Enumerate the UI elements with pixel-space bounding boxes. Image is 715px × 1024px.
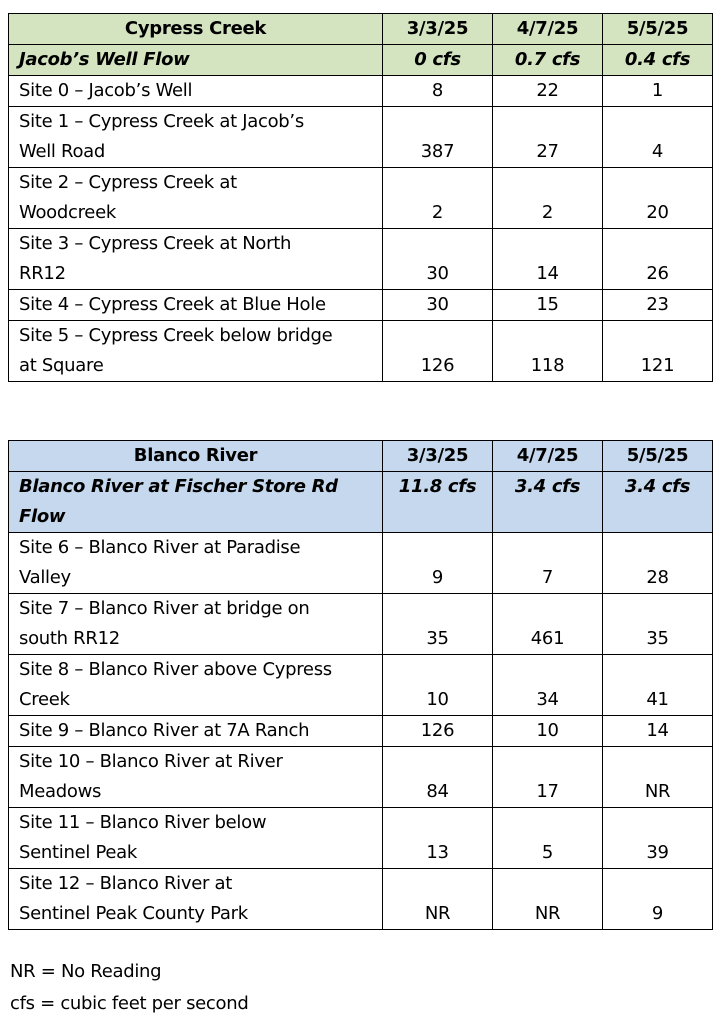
site-name-line: Site 11 – Blanco River below [19, 812, 267, 833]
reading-value: 35 [603, 594, 713, 655]
table-header-row [9, 14, 713, 45]
reading-value: 14 [493, 229, 603, 290]
cypress-creek-table [8, 13, 713, 382]
table-row [9, 321, 713, 382]
reading-value: 27 [493, 107, 603, 168]
flow-row [9, 472, 713, 533]
table-row [9, 747, 713, 808]
table-row [9, 808, 713, 869]
blanco-river-table [8, 440, 713, 930]
date-header: 3/3/25 [383, 14, 493, 45]
table-row [9, 107, 713, 168]
reading-value: 9 [603, 869, 713, 930]
flow-label-line: Blanco River at Fischer Store Rd [19, 476, 338, 497]
site-name-line: Site 4 – Cypress Creek at Blue Hole [19, 294, 326, 315]
flow-value: 0.4 cfs [603, 45, 713, 76]
site-name-line: Site 7 – Blanco River at bridge on [19, 598, 310, 619]
site-name [9, 76, 383, 107]
site-name-line: Sentinel Peak County Park [19, 903, 248, 924]
flow-row [9, 45, 713, 76]
site-name [9, 594, 383, 655]
reading-value: 1 [603, 76, 713, 107]
reading-value: 34 [493, 655, 603, 716]
reading-value: 26 [603, 229, 713, 290]
site-name [9, 869, 383, 930]
reading-value: 23 [603, 290, 713, 321]
table-row [9, 168, 713, 229]
footnote-cfs: cfs = cubic feet per second [10, 993, 249, 1014]
site-name [9, 168, 383, 229]
flow-value: 0 cfs [383, 45, 493, 76]
date-header: 4/7/25 [493, 441, 603, 472]
reading-value: 84 [383, 747, 493, 808]
site-name-line: Site 10 – Blanco River at River [19, 751, 283, 772]
reading-value: 41 [603, 655, 713, 716]
reading-value: 20 [603, 168, 713, 229]
reading-value: 121 [603, 321, 713, 382]
section-title: Cypress Creek [9, 14, 383, 45]
table-row [9, 76, 713, 107]
reading-value: 126 [383, 716, 493, 747]
table-row [9, 229, 713, 290]
reading-value: 39 [603, 808, 713, 869]
date-header: 5/5/25 [603, 14, 713, 45]
reading-value: 118 [493, 321, 603, 382]
site-name-line: RR12 [19, 263, 66, 284]
reading-value: 10 [493, 716, 603, 747]
site-name [9, 229, 383, 290]
flow-label: Jacob’s Well Flow [9, 45, 383, 76]
flow-value: 3.4 cfs [493, 472, 603, 533]
reading-value: 5 [493, 808, 603, 869]
reading-value: 30 [383, 290, 493, 321]
section-title: Blanco River [9, 441, 383, 472]
table-row [9, 290, 713, 321]
reading-value: 35 [383, 594, 493, 655]
reading-value: 461 [493, 594, 603, 655]
reading-value: 10 [383, 655, 493, 716]
site-name-line: Sentinel Peak [19, 842, 138, 863]
site-name [9, 533, 383, 594]
reading-value: 2 [383, 168, 493, 229]
flow-label-line: Flow [19, 506, 66, 527]
reading-value: NR [603, 747, 713, 808]
site-name-line: Site 3 – Cypress Creek at North [19, 233, 292, 254]
table-row [9, 533, 713, 594]
date-header: 3/3/25 [383, 441, 493, 472]
reading-value: NR [383, 869, 493, 930]
flow-label [9, 472, 383, 533]
reading-value: 126 [383, 321, 493, 382]
flow-value: 3.4 cfs [603, 472, 713, 533]
table-header-row [9, 441, 713, 472]
table-row [9, 594, 713, 655]
site-name-line: Site 12 – Blanco River at [19, 873, 232, 894]
site-name-line: Site 8 – Blanco River above Cypress [19, 659, 332, 680]
reading-value: 15 [493, 290, 603, 321]
site-name [9, 107, 383, 168]
table-row [9, 655, 713, 716]
reading-value: NR [493, 869, 603, 930]
reading-value: 30 [383, 229, 493, 290]
flow-value: 11.8 cfs [383, 472, 493, 533]
reading-value: 4 [603, 107, 713, 168]
site-name [9, 655, 383, 716]
site-name-line: Site 6 – Blanco River at Paradise [19, 537, 301, 558]
reading-value: 387 [383, 107, 493, 168]
date-header: 4/7/25 [493, 14, 603, 45]
reading-value: 7 [493, 533, 603, 594]
site-name [9, 808, 383, 869]
site-name-line: Site 2 – Cypress Creek at [19, 172, 237, 193]
site-name-line: Meadows [19, 781, 102, 802]
site-name-line: Site 1 – Cypress Creek at Jacob’s [19, 111, 304, 132]
site-name-line: at Square [19, 355, 104, 376]
reading-value: 13 [383, 808, 493, 869]
reading-value: 2 [493, 168, 603, 229]
reading-value: 28 [603, 533, 713, 594]
site-name [9, 321, 383, 382]
site-name [9, 747, 383, 808]
reading-value: 9 [383, 533, 493, 594]
reading-value: 17 [493, 747, 603, 808]
reading-value: 14 [603, 716, 713, 747]
site-name-line: Site 9 – Blanco River at 7A Ranch [19, 720, 310, 741]
footnote-nr: NR = No Reading [10, 961, 162, 982]
site-name-line: Well Road [19, 141, 106, 162]
footnotes [10, 956, 248, 1020]
site-name-line: Woodcreek [19, 202, 116, 223]
flow-value: 0.7 cfs [493, 45, 603, 76]
reading-value: 22 [493, 76, 603, 107]
date-header: 5/5/25 [603, 441, 713, 472]
reading-value: 8 [383, 76, 493, 107]
site-name-line: south RR12 [19, 628, 120, 649]
site-name [9, 290, 383, 321]
site-name-line: Site 5 – Cypress Creek below bridge [19, 325, 333, 346]
site-name [9, 716, 383, 747]
site-name-line: Site 0 – Jacob’s Well [19, 80, 193, 101]
site-name-line: Valley [19, 567, 71, 588]
table-row [9, 716, 713, 747]
site-name-line: Creek [19, 689, 70, 710]
table-row [9, 869, 713, 930]
